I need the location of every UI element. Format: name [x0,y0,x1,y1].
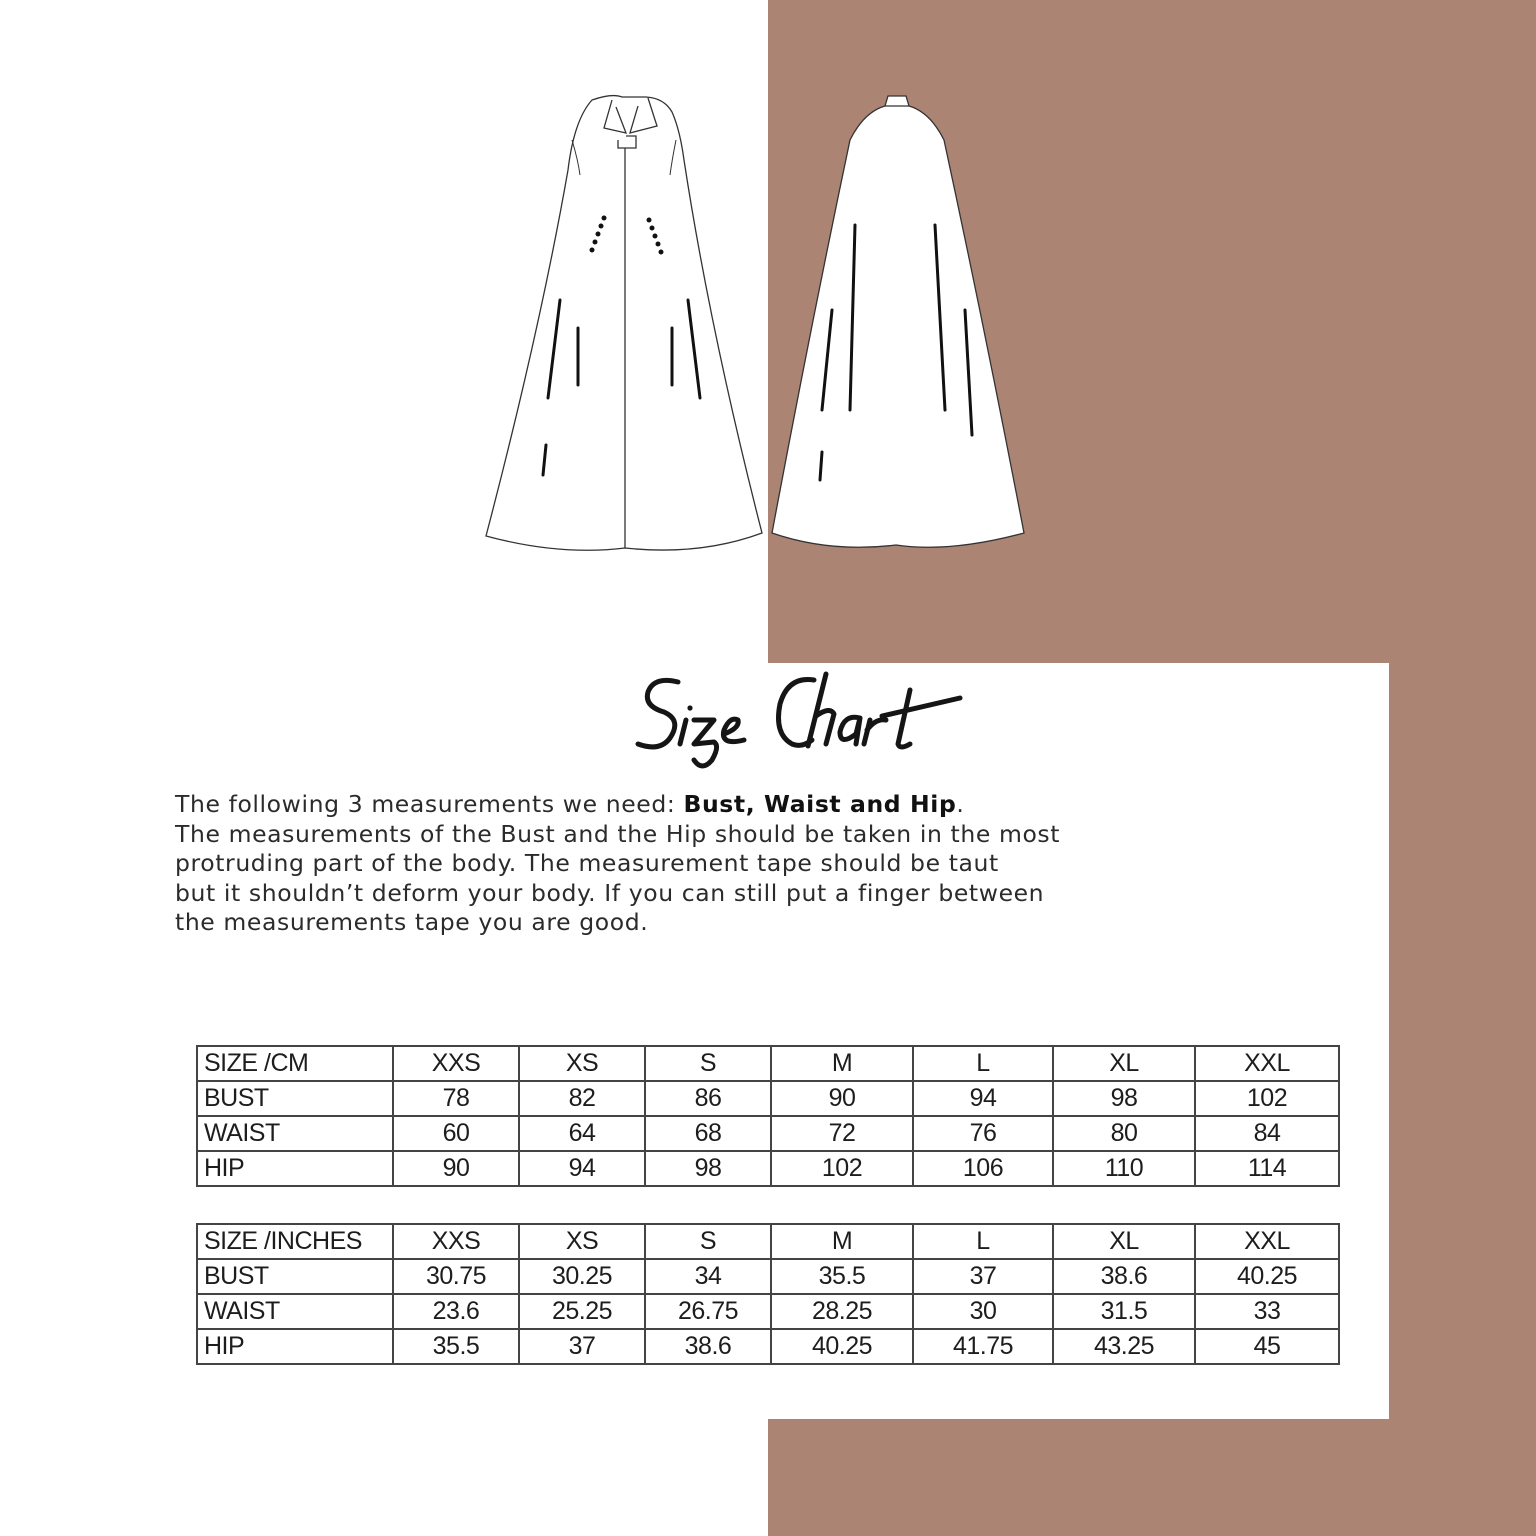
table-cell: HIP [197,1329,393,1364]
table-cell: 82 [519,1081,645,1116]
intro-line-1 [175,790,1255,820]
table-cell: 110 [1053,1151,1195,1186]
intro-line-5: the measurements tape you are good. [175,908,649,936]
intro-line-1-suffix: . [956,790,965,818]
table-cell: XXL [1195,1224,1339,1259]
intro-line-3: protruding part of the body. The measurement tape should be taut [175,849,999,877]
table-cell: BUST [197,1259,393,1294]
front-dress-sketch [486,96,762,551]
intro-line-1-prefix: The following 3 measurements we need: [175,790,684,818]
table-cell: 33 [1195,1294,1339,1329]
size-chart-title [620,660,980,770]
table-cell: 72 [771,1116,913,1151]
table-cell: 78 [393,1081,519,1116]
table-cell: XXS [393,1224,519,1259]
table-row [197,1151,1339,1186]
table-cell: BUST [197,1081,393,1116]
table-cell: XL [1053,1046,1195,1081]
table-cell: 37 [913,1259,1053,1294]
table-cell: S [645,1224,771,1259]
accent-panel-bottom [768,1419,1389,1536]
table-cell: M [771,1224,913,1259]
table-cell: WAIST [197,1294,393,1329]
table-cell: 34 [645,1259,771,1294]
table-cell: 102 [1195,1081,1339,1116]
table-cell: 68 [645,1116,771,1151]
table-cell: 31.5 [1053,1294,1195,1329]
intro-line-4: but it shouldn’t deform your body. If you can still put a finger between [175,878,1045,907]
table-cell: XL [1053,1224,1195,1259]
table-cell: 80 [1053,1116,1195,1151]
table-cell: 35.5 [771,1259,913,1294]
table-cell: 35.5 [393,1329,519,1364]
table-cell: XXS [393,1046,519,1081]
size-table-cm [196,1045,1340,1187]
table-cell: 114 [1195,1151,1339,1186]
table-row [197,1294,1339,1329]
size-table-inches [196,1223,1340,1365]
table-cell: 38.6 [645,1329,771,1364]
table-cell: 76 [913,1116,1053,1151]
table-cell: 40.25 [771,1329,913,1364]
table-cell: M [771,1046,913,1081]
table-cell: 60 [393,1116,519,1151]
table-cell: 38.6 [1053,1259,1195,1294]
table-cell: L [913,1046,1053,1081]
table-cell: 90 [771,1081,913,1116]
table-cell: XS [519,1046,645,1081]
table-cell: 43.25 [1053,1329,1195,1364]
table-cell: 40.25 [1195,1259,1339,1294]
back-dress-sketch [772,96,1024,547]
intro-measurements-bold: Bust, Waist and Hip [683,790,957,818]
table-cell: WAIST [197,1116,393,1151]
table-row [197,1116,1339,1151]
table-cell: 94 [519,1151,645,1186]
table-cell: 98 [1053,1081,1195,1116]
table-cell: S [645,1046,771,1081]
table-cell: 90 [393,1151,519,1186]
table-cell: XS [519,1224,645,1259]
table-cell: 94 [913,1081,1053,1116]
table-cell: 106 [913,1151,1053,1186]
table-cell: 45 [1195,1329,1339,1364]
table-cell: 64 [519,1116,645,1151]
table-header-row [197,1224,1339,1259]
table-cell: 30 [913,1294,1053,1329]
table-cell: 37 [519,1329,645,1364]
table-header-row [197,1046,1339,1081]
table-cell: XXL [1195,1046,1339,1081]
table-cell: SIZE /INCHES [197,1224,393,1259]
table-row [197,1259,1339,1294]
table-cell: 25.25 [519,1294,645,1329]
measurement-instructions [175,790,1255,938]
table-cell: HIP [197,1151,393,1186]
table-cell: 41.75 [913,1329,1053,1364]
table-row [197,1329,1339,1364]
table-cell: 102 [771,1151,913,1186]
table-cell: 26.75 [645,1294,771,1329]
table-cell: SIZE /CM [197,1046,393,1081]
dress-illustrations [0,0,1536,600]
table-cell: 30.25 [519,1259,645,1294]
accent-panel-right [1389,663,1536,1536]
table-cell: 28.25 [771,1294,913,1329]
table-cell: 98 [645,1151,771,1186]
table-cell: 23.6 [393,1294,519,1329]
table-cell: 84 [1195,1116,1339,1151]
table-cell: 30.75 [393,1259,519,1294]
table-cell: 86 [645,1081,771,1116]
table-cell: L [913,1224,1053,1259]
intro-line-2: The measurements of the Bust and the Hip should be taken in the most [175,819,1061,848]
table-row [197,1081,1339,1116]
